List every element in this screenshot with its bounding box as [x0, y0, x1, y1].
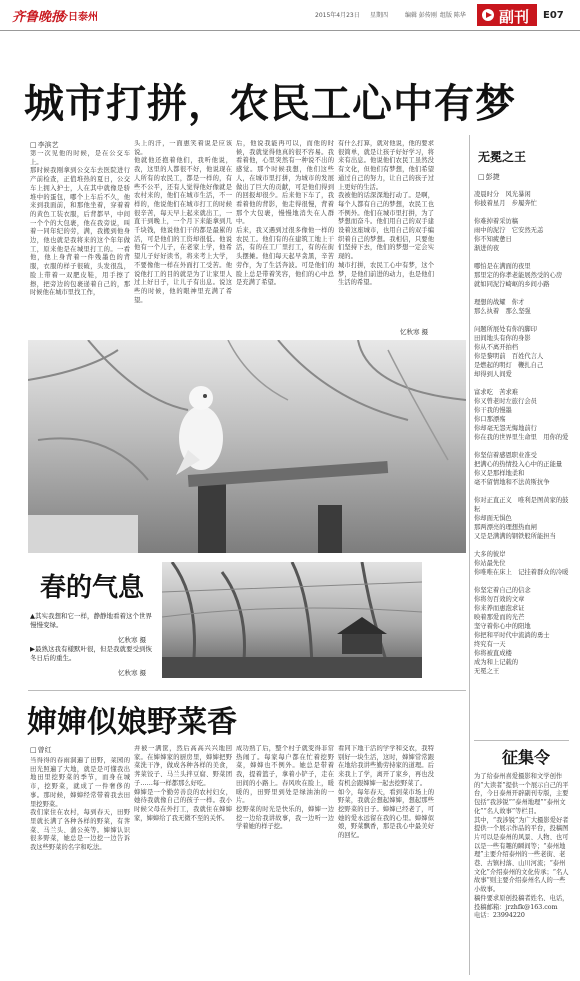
- notice-text: 为了给泰州喜爱摄影和文学创作的“大读者”提供一个展示自己的平台，今日泰州开辟副刊专版，主要包括“我涉锐”“泰州地理”“泰州文化”“名人故事”等栏目。 其中，“我涉锐”为广大摄影爱好者提供一个展示作品的平台，投稿图片可以是泰州的风景、人物、也可以是一些有趣的瞬间等；“泰州地理”主要介绍泰州的一些老街、老巷、古镇村落、山川河流；“泰州文化”介绍泰州的文化传承；“名人故事”则主要介绍泰州名人的一些小故事。 稿件要求原创投稿者姓名、电话，投稿邮箱：jrzhfk@163.com 电话：23994220: [474, 773, 569, 920]
- article3-column-2: 并被一满筐，然后高高兴兴地回家。在婶婶家的厨房里，婶婶把野菜洗干净，做成各种各样的美食，荠菜饺子、马兰头拌豆腐、野菜团子……每一样都那么好吃。 婶婶是一个勤劳善良的农村妇女，她待我就像自己的孩子一样。我小时候父母在外打工，我就住在婶婶家，婶婶给了我无微不至的关怀。: [134, 745, 232, 822]
- issue-weekday: 星期四: [370, 12, 389, 19]
- article-column-1: 第一次见他的时候，是在公交车上。 那时候我刚拿到公交车去医院进行产前检查，正值堆热的夏日，公交车上拥入护士，人在其中就像是骄堆中的蛋包，哪个上车后不久，他来到我面前，和那他坐着，穿着着的黄色工装衣服，后背都早，中间一个个的大包裹，他在我旁说，叫着一同年纪的劳，满，我搬到他身边，他也就是我将来的这个年年做工，原来他是在城里打工的。一看他，他上身背着一件残墨色的背服，衣服的样子很破，头发很乱，脸上带着一双肥皮鞋，用手擦了擦，把旁边的包裹递着自己的，那时候他在城市里找工作，: [30, 150, 130, 297]
- dove-illustration: [28, 340, 466, 553]
- photo-caption-2: ▶最熟这我有樣默叶很，但是我就要受到恢冬日后的重生。: [30, 645, 152, 662]
- article-column-2: 头上的汗，一面惠笑着说是应该说。 他就他还抱着他们，我听他说，我，这里的人都很不好，他说现在人所有的农民工，都是一样的，有些不公平，还有人觉得他好像就是农村来的，他们在城市生活，不一样的，他说他们在城市打工的时候很辛苦，每天早上起来就出工，一直干到晚上，一个月下来能拿到几千块钱，他说他们干的都是最累的活，可是他们的工资却很低。他说他有一个儿子，在老家上学，他希望儿子好好读书，将来考上大学，不要像他一样在外面打工受苦。他说他打工的目的就是为了让家里人过上好日子，让儿子有出息。说这些的时候，他的眼神里充满了希望。: [134, 140, 232, 304]
- photo1-credit: 忆秋寒 摄: [400, 328, 429, 336]
- issue-date: 2015年4月23日: [315, 12, 360, 19]
- column-divider: [469, 135, 470, 975]
- editor-credit: 编辑 彭传刚: [405, 12, 437, 19]
- poem-author: □ 彭捷: [478, 172, 500, 182]
- article-headline: 城市打拼，农民工心中有梦: [24, 81, 516, 127]
- article3-author: □ 曾红: [30, 745, 52, 755]
- article3-column-1: 当得得的春雨洞遍了田野，菜园的田光照遍了大地，就是是可懂我出地田里挖野菜的季节，而身在城市，挖野菜，就成了一件奢侈的事。那时候，婶婶经常带着我去田里挖野菜。 我们家住在农村，每到春天，田野里就长满了各种各样的野菜，有荠菜、马兰头、蒲公英等。婶婶认识很多野菜，她总是一边挖一边告诉我这些野菜的名字和吃法。: [30, 757, 130, 852]
- poem-text: 凌晨时分 风光暴闲 你披着星月 步履奔忙 你难掉着采访稿 雨中的泥泞 它安然无恙 你不知疲惫日 渐进的夜 哪怕是在满面的夜里 那里定的你孝老能展然受的心房 就如同泥泞崎岖的乡间小路 理想的战耀 你才 那么执着 那么坚强 问题所展处有你的脚印 田间地头有你的身影 你从不离开拍档 你是黎明前 百姓代言人 是燃起的明灯 鞭扎自己 却得到人间爱 富求吃 苦求难 你又曾老时左旅行会员 你干我的慢墨 你口那漂殇 你却毫无怨无悔地前行 你在我的世界里生命里 用你的爱 你坚信着感恩职业准受 把满心的热情投入心中的正能量 你又是那样地柔和 毫不留情地和不法黄斯抗争 你对正直正义 唯利是图黄家的鼓耘 你却面无惧色 那两漂亮的理想热血闸 又是是满满的钢铁般所能担当 大多的彼岸 你站最先位 你唯唯在床上 记挂着群众的冷暖 你坚定着自己的信念 你将勿百效的文章 你来养而惠泡求证 映着那爱而的光芒 坚守着你心中的阳地 你把和平时代中流淌的勇士 终究有一天 你将被直成楼 成为和上记载的 无冕之王: [474, 191, 569, 675]
- page-number: E07: [543, 10, 564, 21]
- landscape-illustration: [162, 562, 422, 678]
- article-author: □ 李滨艺: [30, 140, 59, 150]
- section-badge: [477, 4, 537, 26]
- dove-photo: [28, 340, 466, 553]
- newspaper-logo: 齐鲁晚报: [12, 10, 65, 25]
- notice-rule: [474, 740, 569, 741]
- section-label: 副刊: [499, 8, 530, 26]
- designer-credit: 组版 陈华: [440, 12, 466, 19]
- play-arrow-icon: [482, 9, 494, 21]
- photo-caption-1: ▲其实我想和它一样，静静地看着这个世界慢慢变绿。: [30, 612, 152, 629]
- poem-title: 无冕之王: [478, 150, 527, 164]
- spring-landscape-photo: [162, 562, 422, 678]
- article3-column-4: 看同下地干活的学学和交农，我特别好一块生活，这时，婶婶常常跟在地给我讲些勤劳持家的道理。后来我上了学，离开了家乡，再也没有机会跟婶婶一起去挖野菜了。 如今，每年春天，看到菜市场上的野菜，我就会想起婶婶，想起那些挖野菜的日子。婶婶已经老了，可她的爱永远留在我的心里。婶婶似娘，野菜飘香，那是我心中最美好的回忆。: [338, 745, 434, 840]
- caption1-credit: 忆秋寒 摄: [118, 636, 147, 644]
- article3-title: 婶婶似娘野菜香: [27, 705, 237, 740]
- notice-title: 征集令: [502, 748, 551, 767]
- article-column-3: 后，他说我能再可以，而他的时候，我就觉得他真的很不容易。我看着他，心里突然有一种说不出的感觉。那个时候我想，他们这些人，在城市里打拼，为城市的发展做出了巨大的贡献，可是他们得到的回报却很少。后来他下车了，我看着他的背影，他走得很慢，背着那个大包裹，慢慢地消失在人群中。 后来，我又遇到过很多像他一样的农民工。他们有的在建筑工地上干活，有的在工厂里打工，有的在街头摆摊。他们每天起早贪黑，辛苦劳作，为了生活奔波。可是他们的脸上总是带着笑容，他们的心中总是充满了希望。: [236, 140, 334, 287]
- article3-column-3: 成功熟了后，整个村子就变得非常热闹了。每家每户都在忙着挖野菜，婶婶也不例外。她总是带着我，提着篮子，拿着小铲子，走在田间的小路上。春风吹在脸上，暖暖的，田野里到处是绿油油的一片。 挖野菜的时光是快乐的，婶婶一边挖一边给我讲故事，我一边听一边学着她的样子挖。: [236, 745, 334, 831]
- caption2-credit: 忆秋寒 摄: [118, 669, 147, 677]
- section-rule: [28, 690, 466, 691]
- article2-title: 春的气息: [40, 573, 145, 603]
- edition-name: 今日泰州: [58, 12, 98, 23]
- article-column-4: 有什么打算，就对他说，他的要求很简单，就是让孩子好好学习，将来有出息。他说他们农民工虽然没有文化，但他们有梦想，他们希望通过自己的努力，让自己的孩子过上更好的生活。 我被他的话深深地打动了。是啊，每个人都有自己的梦想，农民工也不例外。他们在城市里打拼，为了梦想而奋斗。他们用自己的双手建设着这座城市，也用自己的双手编织着自己的梦想。我相信，只要他们坚持下去，他们的梦想一定会实现的。 城市打拼，农民工心中有梦，这个梦，是他们前进的动力，也是他们生活的希望。: [338, 140, 434, 287]
